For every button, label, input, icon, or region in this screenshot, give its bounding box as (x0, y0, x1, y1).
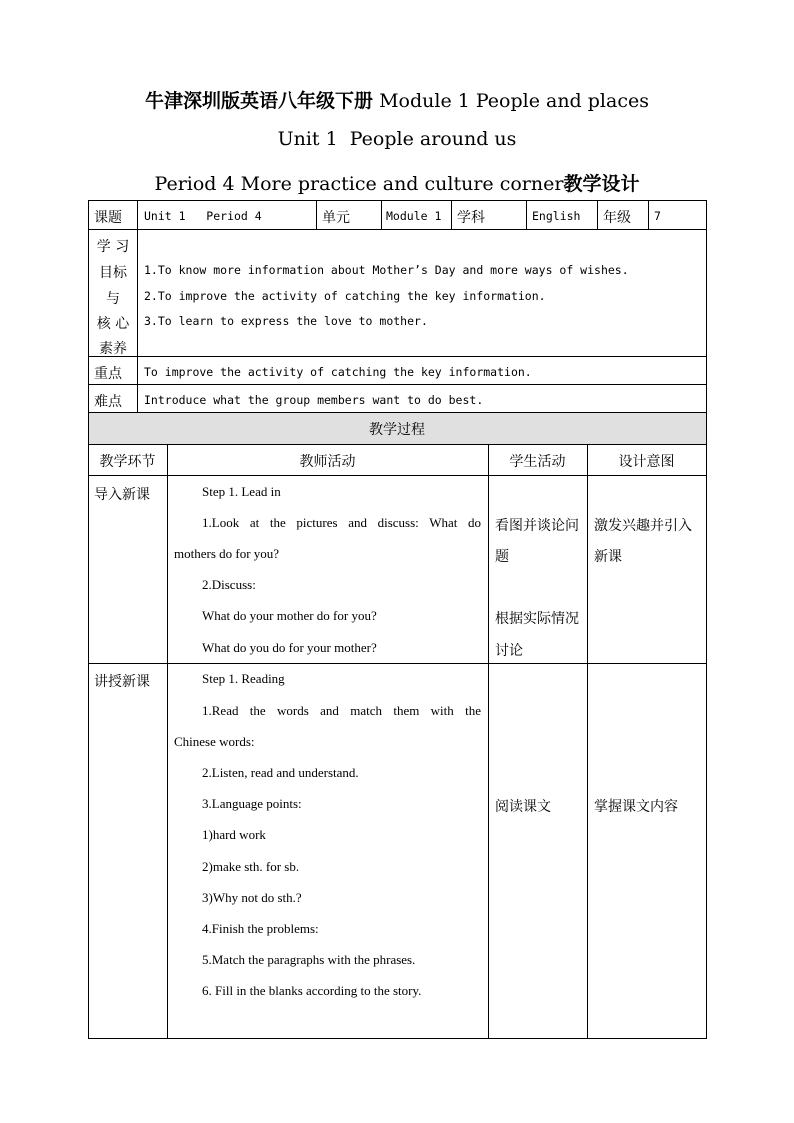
teacher-activity-line: 1)hard work (202, 827, 266, 842)
design-intent-line: 新课 (594, 549, 622, 565)
process-heading: 教学过程 (369, 422, 425, 438)
subject-value: English (532, 209, 581, 223)
grade-label: 年级 (603, 210, 631, 226)
teacher-activity-line: 2)make sth. for sb. (202, 859, 300, 874)
teacher-activity-line: mothers do for you? (174, 546, 280, 561)
student-activity-line: 根据实际情况 (495, 611, 579, 627)
teacher-activity-line: 3.Language points: (202, 796, 302, 811)
student-activity-line: 看图并谈论问 (495, 518, 579, 534)
objectives-label-line: 学 习 (96, 239, 130, 255)
objectives-label-line: 核 心 (96, 316, 130, 332)
teacher-activity-line: What do your mother do for you? (202, 608, 377, 623)
column-header-teacher: 教师活动 (299, 454, 356, 470)
teacher-activity-line: 3)Why not do sth.? (202, 890, 302, 905)
objectives-label-line: 素养 (99, 341, 127, 357)
title-en-part: Module 1 People and places (379, 90, 649, 112)
unit-label: 单元 (322, 210, 350, 226)
teacher-activity-line: 5.Match the paragraphs with the phrases. (202, 952, 416, 967)
student-activity-line: 题 (495, 549, 509, 565)
objectives-label-line: 与 (106, 291, 120, 307)
key-point-value: To improve the activity of catching the key information. (144, 365, 532, 379)
objectives-label-line: 目标 (99, 265, 127, 281)
key-point-label: 重点 (94, 366, 122, 382)
teacher-activity-line: 2.Discuss: (202, 577, 256, 592)
stage-label: 导入新课 (94, 487, 150, 503)
difficult-point-label: 难点 (94, 394, 122, 410)
unit-value: Module 1 (386, 209, 442, 223)
teacher-activity-line: 1.Look at the pictures and discuss: What do (202, 515, 481, 530)
title-line3-en: Period 4 More practice and culture corner (154, 173, 564, 195)
objective-item: 2.To improve the activity of catching the key information. (144, 289, 546, 303)
subject-label: 学科 (457, 210, 485, 226)
document-title-line1 (0, 86, 794, 113)
design-intent-line: 激发兴趣并引入 (594, 518, 692, 534)
document-title-line3 (0, 169, 794, 196)
title-line3-cn: 教学设计 (563, 173, 640, 195)
design-intent-text: 掌握课文内容 (594, 799, 678, 815)
objective-item: 1.To know more information about Mother’s Day and more ways of wishes. (144, 263, 629, 277)
student-activity-text: 阅读课文 (495, 799, 551, 815)
student-activity-line: 讨论 (495, 643, 523, 659)
objective-item: 3.To learn to express the love to mother. (144, 314, 428, 328)
teacher-activity-line: What do you do for your mother? (202, 640, 377, 655)
topic-label: 课题 (94, 210, 122, 226)
grade-value: 7 (654, 209, 661, 223)
teacher-activity-line: 4.Finish the problems: (202, 921, 319, 936)
difficult-point-value: Introduce what the group members want to do best. (144, 393, 484, 407)
teacher-activity-line: Chinese words: (174, 734, 255, 749)
title-cn-part: 牛津深圳版英语八年级下册 (145, 90, 374, 112)
teacher-activity-line: Step 1. Lead in (202, 484, 281, 499)
document-title-line2: Unit 1 People around us (277, 128, 517, 150)
column-header-stage: 教学环节 (99, 454, 156, 470)
topic-value: Unit 1 Period 4 (144, 209, 262, 223)
teacher-activity-line: 2.Listen, read and understand. (202, 765, 359, 780)
teacher-activity-line: Step 1. Reading (202, 671, 285, 686)
column-header-intent: 设计意图 (618, 454, 675, 470)
stage-label: 讲授新课 (94, 674, 150, 690)
teacher-activity-line: 6. Fill in the blanks according to the story. (202, 983, 422, 998)
column-header-student: 学生活动 (509, 454, 566, 470)
teacher-activity-line: 1.Read the words and match them with the (202, 703, 481, 718)
